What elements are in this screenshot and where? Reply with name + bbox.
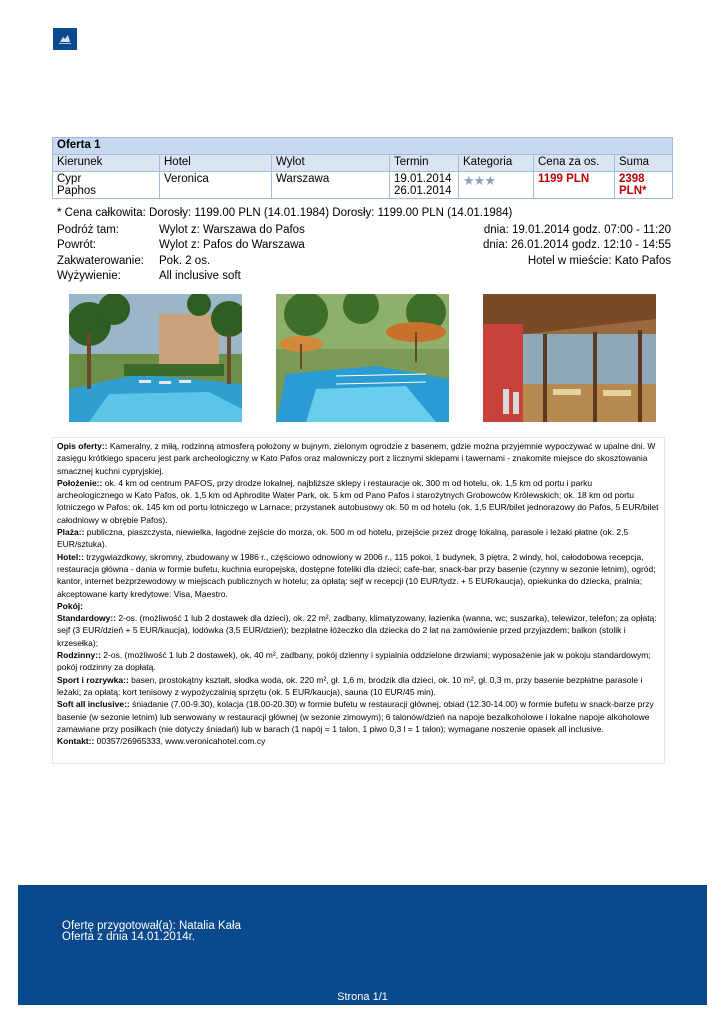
col-price-header: Cena za os.: [534, 155, 615, 172]
offer-description: [52, 437, 665, 764]
hotel-cell: Veronica: [160, 172, 272, 199]
page-number: Strona 1/1: [337, 991, 388, 1003]
date-from: 19.01.2014: [394, 173, 452, 185]
destination-city: Paphos: [57, 185, 97, 197]
star-icon: ★: [463, 173, 474, 188]
col-sum-header: Suma: [615, 155, 673, 172]
date-to: 26.01.2014: [394, 185, 452, 197]
return-time: dnia: 26.01.2014 godz. 12:10 - 14:55: [483, 239, 671, 251]
prepared-info: [62, 921, 241, 943]
room-value: Pok. 2 os.: [159, 255, 211, 267]
hotel-photo-pool-umbrellas: [276, 294, 449, 422]
departure-cell: Warszawa: [272, 172, 390, 199]
price-total: 2398 PLN*: [615, 172, 673, 199]
desc-family-room: Rodzinny:: 2-os. (możliwość 1 lub 2 dostawek), ok. 40 m², zadbany, pokój dzienny i sypialnia oddzielone drzwiami; wyposażenie jak w pokoju standardowym; pokój rodzinny za dopłatą.: [57, 650, 651, 673]
total-price-line: * Cena całkowita: Dorosły: 1199.00 PLN (14.01.1984) Dorosły: 1199.00 PLN (14.01.1984): [57, 207, 513, 219]
desc-contact: Kontakt:: 00357/26965333, www.veronicahotel.com.cy: [57, 736, 266, 747]
outbound-time: dnia: 19.01.2014 godz. 07:00 - 11:20: [483, 224, 671, 236]
desc-beach: Plaża:: publiczna, piaszczysta, niewielka, łagodne zejście do morza, ok. 500 m od hotelu, przejście przez drogę lokalną, parasole i leżaki płatne (ok. 2,5 EUR/sztuka).: [57, 527, 629, 550]
col-hotel-header: Hotel: [160, 155, 272, 172]
offer-table: [52, 137, 673, 199]
category-cell: [459, 172, 534, 199]
outbound-route: Wylot z: Warszawa do Pafos: [159, 224, 305, 236]
star-icon: ★: [484, 173, 495, 188]
return-route: Wylot z: Pafos do Warszawa: [159, 239, 305, 251]
hotel-photo-restaurant: [483, 294, 656, 422]
hotel-city: Hotel w mieście: Kato Pafos: [527, 255, 671, 267]
desc-standard-room: Standardowy:: 2-os. (możliwość 1 lub 2 dostawek dla dzieci), ok. 22 m², zadbany, klimatyzowany, łazienka (wanna, wc; suszarka), telewizor, telefon; za opłatą: sejf (3 EUR/dzień + 5 EUR/kaucja), lodówka (3,5 EUR/dzień); bezpłatne łóżeczko dla dziecka do 2 lat na zamówienie przed przyjazdem; balkon (stolik i krzesełka);: [57, 613, 657, 648]
prepared-by: Ofertę przygotował(a): Natalia Kała: [62, 920, 241, 932]
prepared-date: Oferta z dnia 14.01.2014r.: [62, 931, 195, 943]
footer: [18, 885, 707, 1005]
desc-sport: Sport i rozrywka:: basen, prostokątny kształt, słodka woda, ok. 220 m², gł. 1,6 m, brodzik dla dzieci, ok. 10 m², gł. 0,3 m, przy basenie bezpłatne parasole i leżaki; za opłatą: kort tenisowy z wypożyczalnią sprzętu (ok. 5 EUR/kaucja), sauna (10 EUR/45 min).: [57, 674, 643, 697]
offer-title: Oferta 1: [53, 138, 673, 155]
desc-all-inclusive: Soft all inclusive:: śniadanie (7.00-9.30), kolacja (18.00-20.30) w formie bufetu w restauracji głównej, obiad (12.30-14.00) w formie bufetu w snack-barze przy basenie (w sezonie letnim) lub serwowany w restauracji głównej (w sezonie zimowym); 6 talonów/dzień na napoje bezalkoholowe i lokalne napoje alkoholowe zamawiane przy posiłkach (nie dotyczy śniadań) lub w barach (1 napój = 1 talon, 1 piwo 0,3 l = 1 talon); wymagane noszenie opasek all inclusive.: [57, 699, 654, 734]
desc-room-heading: Pokój:: [57, 600, 83, 611]
desc-location: Położenie:: ok. 4 km od centrum PAFOS, przy drodze lokalnej, najbliższe sklepy i restauracje ok. 300 m od hotelu, ok. 1,5 km od portu i parku archeologicznego w Kato Pafos, ok. 1,5 km od Aphrodite Water Park, ok. 5 km od Pano Pafos i starożytnych Grobowców Królewskich; ok. 18 km od portu lotniczego w Pafos; ok. 145 km od portu lotniczego w Larnace; przystanek autobusowy ok. 50 m od hotelu (ok. 1,5 EUR/bilet jednorazowy do Pafos, 5 EUR/bilet całodniowy w obrębie Pafos).: [57, 477, 659, 525]
star-rating: [463, 173, 495, 188]
col-term-header: Termin: [390, 155, 459, 172]
col-destination-header: Kierunek: [53, 155, 160, 172]
board-label: Wyżywienie:: [57, 270, 121, 282]
price-per-person: 1199 PLN: [534, 172, 615, 199]
destination-cell: [53, 172, 160, 199]
desc-hotel: Hotel:: trzygwiazdkowy, skromny, zbudowany w 1986 r., częściowo odnowiony w 2006 r., 115 pokoi, 1 budynek, 3 piętra, 2 windy, hol, całodobowa recepcja, restauracja główna - dania w formie bufetu, kuchnia europejska, dostępne foteliki dla dzieci; cafe-bar, snack-bar przy basenie (czynny w sezonie letnim), ogród; kantor, internet bezprzewodowy w miejscach publicznych w hotelu; za opłatą: sejf w recepcji (10 EUR/tydz. + 5 EUR/kaucja), opiekunka do dziecka, pralnia; akceptowane karty kredytowe: Visa, Maestro.: [57, 551, 656, 599]
hotel-photo-pool: [69, 294, 242, 422]
col-departure-header: Wylot: [272, 155, 390, 172]
outbound-label: Podróż tam:: [57, 224, 119, 236]
star-icon: ★: [473, 173, 485, 188]
board-value: All inclusive soft: [159, 270, 241, 282]
term-cell: [390, 172, 459, 199]
col-category-header: Kategoria: [459, 155, 534, 172]
room-label: Zakwaterowanie:: [57, 255, 144, 267]
offer-value-row: [53, 172, 673, 199]
return-label: Powrót:: [57, 239, 96, 251]
destination-country: Cypr: [57, 173, 82, 185]
company-logo-icon: [53, 28, 77, 50]
offer-header-row: [53, 155, 673, 172]
desc-overview: Opis oferty:: Kameralny, z miłą, rodzinną atmosferą położony w bujnym, zielonym ogrodzie z basenem, gdzie można przyjemnie wypoczywać w upalne dni. W zasięgu krótkiego spaceru jest park archeologiczny w Kato Pafos oraz malowniczy port z licznymi sklepami i tawernami - znakomite miejsce do skosztowania smacznej kuchni cypryjskiej.: [57, 441, 656, 476]
